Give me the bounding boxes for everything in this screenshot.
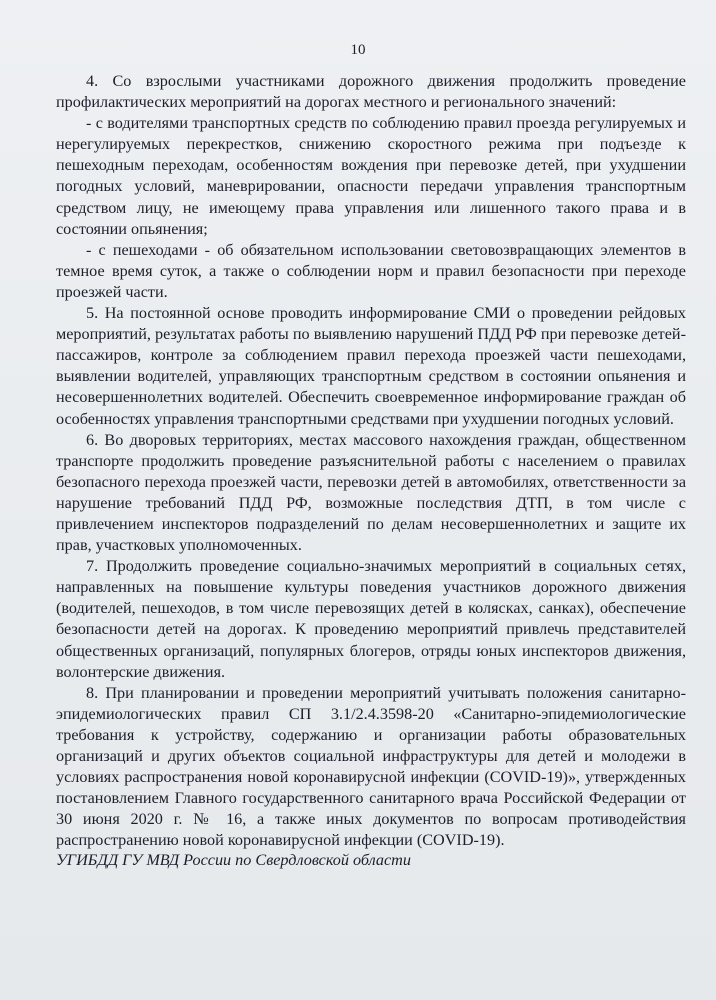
paragraph-7: 7. Продолжить проведение социально-значимых мероприятий в социальных сетях, направленных на повышение культуры поведения участников дорожного движения (водителей, пешеходов, в том числе перевозящих детей в колясках, санках), обеспечение безопасности детей на дорогах. К проведению мероприятий привлечь представителей общественных организаций, популярных блогеров, отряды юных инспекторов движения, волонтерские движения. (56, 557, 686, 681)
signature-line: УГИБДД ГУ МВД России по Свердловской области (56, 851, 411, 869)
page-number: 10 (350, 42, 366, 58)
paragraph-4: 4. Со взрослыми участниками дорожного движения продолжить проведение профилактических мероприятий на дорогах местного и регионального значений: (56, 72, 686, 112)
paragraph-4-drivers: - с водителями транспортных средств по соблюдению правил проезда регулируемых и нерегулируемых перекрестков, снижению скоростного режима при подъезде к пешеходным переходам, особенностям вождения при перевозке детей, при ухудшении погодных условий, маневрировании, опасности передачи управления транспортным средством лицу, не имеющему права управления или лишенного такого права и в состоянии опьянения; (56, 114, 686, 238)
paragraph-8: 8. При планировании и проведении мероприятий учитывать положения санитарно-эпидемиологических правил СП 3.1/2.4.3598-20 «Санитарно-эпидемиологические требования к устройству, содержанию и организации работы образовательных организаций и других объектов социальной инфраструктуры для детей и молодежи в условиях распространения новой коронавирусной инфекции (COVID-19)», утвержденных постановлением Главного государственного санитарного врача Российской Федерации от 30 июня 2020 г. № 16, а также иных документов по вопросам противодействия распространению новой коронавирусной инфекции (COVID-19). (56, 683, 686, 850)
paragraph-4-pedestrians: - с пешеходами - об обязательном использовании световозвращающих элементов в темное время суток, а также о соблюдении норм и правил безопасности при переходе проезжей части. (56, 240, 686, 301)
document-body (56, 71, 686, 851)
paragraph-5: 5. На постоянной основе проводить информирование СМИ о проведении рейдовых мероприятий, результатах работы по выявлению нарушений ПДД РФ при перевозке детей-пассажиров, контроле за соблюдением правил перехода проезжей части пешеходами, выявлении водителей, управляющих транспортным средством в состоянии опьянения и несовершеннолетних водителей. Обеспечить своевременное информирование граждан об особенностях управления транспортными средствами при ухудшении погодных условий. (56, 304, 686, 428)
paragraph-6: 6. Во дворовых территориях, местах массового нахождения граждан, общественном транспорте продолжить проведение разъяснительной работы с населением о правилах безопасного перехода проезжей части, перевозки детей в автомобилях, ответственности за нарушение требований ПДД РФ, возможные последствия ДТП, в том числе с привлечением инспекторов подразделений по делам несовершеннолетних и защите их прав, участковых уполномоченных. (56, 430, 686, 555)
